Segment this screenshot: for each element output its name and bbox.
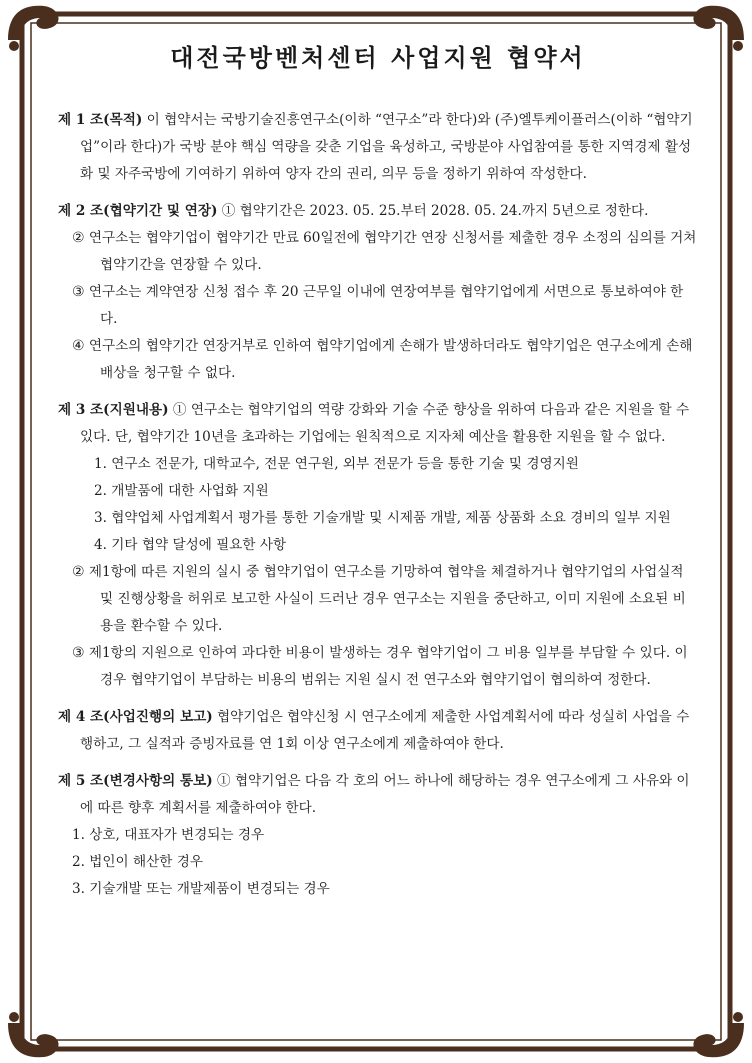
- article-3-heading: 제 3 조(지원내용): [58, 402, 169, 418]
- list-item: 2. 개발품에 대한 사업화 지원: [94, 483, 269, 499]
- article-2-clause-2: [70, 225, 698, 279]
- article-2-clause-3: [70, 279, 698, 333]
- list-item: 3. 기술개발 또는 개발제품이 변경되는 경우: [72, 881, 330, 897]
- article-4: [58, 704, 698, 758]
- list-item: 2. 법인이 해산한 경우: [72, 854, 203, 870]
- article-5: [58, 768, 698, 903]
- clause-number: ②: [72, 230, 85, 246]
- clause-number: ②: [72, 564, 85, 580]
- clause-text: 연구소는 계약연장 신청 접수 후 20 근무일 이내에 연장여부를 협약기업에게 서면으로 통보하여야 한다.: [88, 284, 684, 327]
- agreement-document: [58, 38, 698, 913]
- clause-number: ④: [72, 338, 85, 354]
- article-5-text: ① 협약기업은 다음 각 호의 어느 하나에 해당하는 경우 연구소에게 그 사유와 이에 따른 향후 계획서를 제출하여야 한다.: [80, 773, 690, 816]
- clause-text: 제1항에 따른 지원의 실시 중 협약기업이 연구소를 기망하여 협약을 체결하거나 협약기업의 사업실적 및 진행상황을 허위로 보고한 사실이 드러난 경우 연구소는 지원을 중단하고, 이미 지원에 소요된 비용을 환수할 수 있다.: [88, 564, 686, 634]
- list-item: 3. 협약업체 사업계획서 평가를 통한 기술개발 및 시제품 개발, 제품 상품화 소요 경비의 일부 지원: [94, 510, 671, 526]
- document-title: 대전국방벤처센터 사업지원 협약서: [170, 43, 586, 72]
- article-5-heading: 제 5 조(변경사항의 통보): [58, 773, 213, 789]
- article-4-text: 협약기업은 협약신청 시 연구소에게 제출한 사업계획서에 따라 성실히 사업을 수행하고, 그 실적과 증빙자료를 연 1회 이상 연구소에게 제출하여야 한다.: [80, 709, 690, 752]
- article-3-text: ① 연구소는 협약기업의 역량 강화와 기술 수준 향상을 위하여 다음과 같은 지원을 할 수 있다. 단, 협약기간 10년을 초과하는 기업에는 원칙적으로 지자체 예산을 활용한 지원을 할 수 없다.: [80, 402, 690, 445]
- article-2-body: [58, 198, 698, 225]
- article-3-clause-3: [70, 640, 698, 694]
- article-1: [58, 107, 698, 188]
- article-1-text: 이 협약서는 국방기술진흥연구소(이하 “연구소”라 한다)와 (주)엘투케이플러스(이하 “협약기업”이라 한다)가 국방 분야 핵심 역량을 갖춘 기업을 육성하고, 국방분야 사업참여를 통한 지역경제 활성화 및 자주국방에 기여하기 위하여 양자 간의 권리, 의무 등을 정하기 위하여 작성한다.: [80, 112, 693, 182]
- article-3: [58, 397, 698, 694]
- clause-number: ③: [72, 645, 85, 661]
- article-5-body: [58, 768, 698, 822]
- article-3-clause-2: [70, 559, 698, 640]
- clause-number: ③: [72, 284, 85, 300]
- article-1-body: [58, 107, 698, 188]
- article-4-body: [58, 704, 698, 758]
- clause-text: 제1항의 지원으로 인하여 과다한 비용이 발생하는 경우 협약기업이 그 비용 일부를 부담할 수 있다. 이 경우 협약기업이 부담하는 비용의 범위는 지원 실시 전 연구소와 협약기업이 협의하여 정한다.: [88, 645, 688, 688]
- article-2-clause-4: [70, 333, 698, 387]
- clause-text: 연구소의 협약기간 연장거부로 인하여 협약기업에게 손해가 발생하더라도 협약기업은 연구소에게 손해배상을 청구할 수 없다.: [88, 338, 693, 381]
- article-3-body: [58, 397, 698, 451]
- article-2-text: ① 협약기간은 2023. 05. 25.부터 2028. 05. 24.까지 5년으로 정한다.: [217, 203, 649, 219]
- article-2: [58, 198, 698, 387]
- article-2-heading: 제 2 조(협약기간 및 연장): [58, 203, 218, 219]
- article-1-heading: 제 1 조(목적): [58, 112, 143, 128]
- list-item: 1. 상호, 대표자가 변경되는 경우: [72, 827, 265, 843]
- clause-text: 연구소는 협약기업이 협약기간 만료 60일전에 협약기간 연장 신청서를 제출한 경우 소정의 심의를 거쳐 협약기간을 연장할 수 있다.: [88, 230, 697, 273]
- list-item: 4. 기타 협약 달성에 필요한 사항: [94, 537, 287, 553]
- article-4-heading: 제 4 조(사업진행의 보고): [58, 709, 213, 725]
- list-item: 1. 연구소 전문가, 대학교수, 전문 연구원, 외부 전문가 등을 통한 기술 및 경영지원: [94, 456, 579, 472]
